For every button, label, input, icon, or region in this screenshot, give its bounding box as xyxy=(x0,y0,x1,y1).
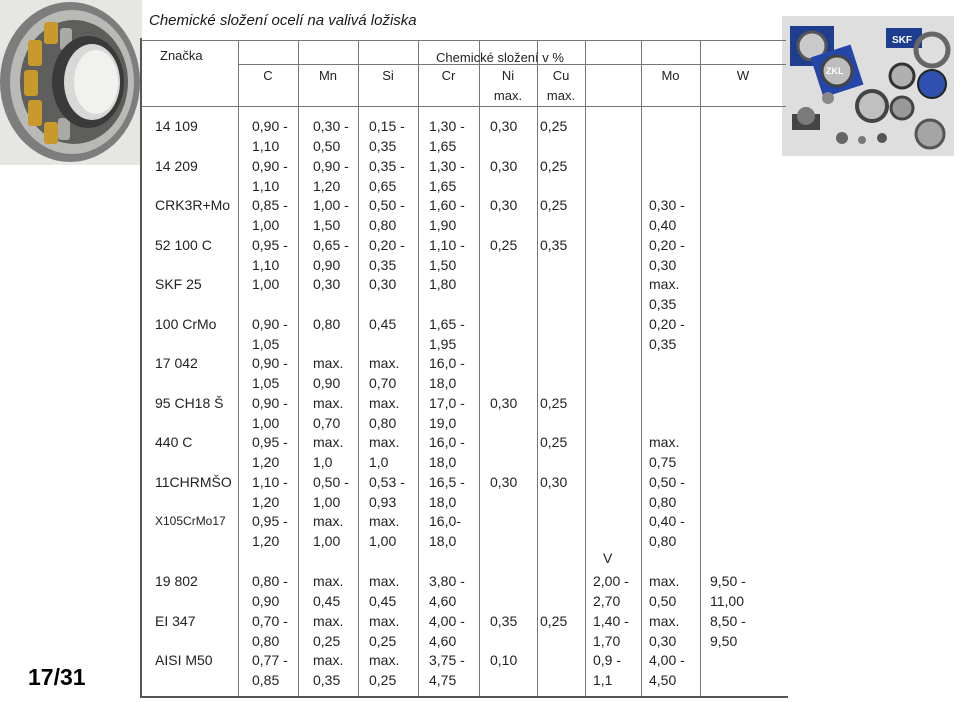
cell-mn: max. xyxy=(313,434,344,450)
cell-c: 1,00 xyxy=(252,415,280,431)
cell-ni: 0,10 xyxy=(490,652,518,668)
cell-mo: 0,40 xyxy=(649,217,677,233)
cell-mn: 0,70 xyxy=(313,415,341,431)
cell-mn: 1,00 xyxy=(313,494,341,510)
cell-cu: 0,35 xyxy=(540,237,568,253)
cell-ni: 0,30 xyxy=(490,158,518,174)
vanadium-column-label: V xyxy=(603,550,613,566)
cell-mn: max. xyxy=(313,513,344,529)
cell-mn: 1,50 xyxy=(313,217,341,233)
cell-cr: 18,0 xyxy=(429,494,457,510)
cell-cu: 0,25 xyxy=(540,118,568,134)
cell-mo: 0,50 - xyxy=(649,474,685,490)
cell-cr: 16,0 - xyxy=(429,355,465,371)
cell-v: 0,9 - xyxy=(593,652,622,668)
cell-mo: max. xyxy=(649,434,680,450)
cell-cr: 1,95 xyxy=(429,336,457,352)
cell-cr: 4,60 xyxy=(429,593,457,609)
cell-si: 0,93 xyxy=(369,494,397,510)
cell-si: 0,45 xyxy=(369,593,397,609)
page-title: Chemické složení ocelí na valivá ložiska xyxy=(149,12,417,29)
cell-cr: 19,0 xyxy=(429,415,457,431)
cell-mn: 0,90 xyxy=(313,375,341,391)
cell-mo: 4,00 - xyxy=(649,652,685,668)
cell-mn: 0,90 xyxy=(313,257,341,273)
cell-cu: 0,25 xyxy=(540,613,568,629)
cell-ni: 0,30 xyxy=(490,197,518,213)
table-column-divider xyxy=(700,40,701,696)
row-designation: 14 109 xyxy=(155,118,198,134)
row-designation: CRK3R+Mo xyxy=(155,197,231,213)
cell-mn: 0,90 - xyxy=(313,158,349,174)
header-ni-max: max. xyxy=(493,88,523,103)
cell-mo: 4,50 xyxy=(649,672,677,688)
cell-c: 0,95 - xyxy=(252,237,288,253)
cell-mn: 0,35 xyxy=(313,672,341,688)
cell-mo: 0,20 - xyxy=(649,316,685,332)
cell-si: max. xyxy=(369,613,400,629)
cell-mn: 0,30 - xyxy=(313,118,349,134)
cell-mn: max. xyxy=(313,652,344,668)
cell-v: 1,70 xyxy=(593,633,621,649)
cell-mn: max. xyxy=(313,573,344,589)
cell-v: 2,70 xyxy=(593,593,621,609)
cell-ni: 0,30 xyxy=(490,474,518,490)
cell-ni: 0,35 xyxy=(490,613,518,629)
cell-cr: 1,60 - xyxy=(429,197,465,213)
cell-mo: max. xyxy=(649,276,680,292)
cell-mo: 0,50 xyxy=(649,593,677,609)
cell-cr: 1,65 xyxy=(429,178,457,194)
cell-c: 0,90 xyxy=(252,593,280,609)
cell-c: 1,05 xyxy=(252,375,280,391)
cell-cu: 0,30 xyxy=(540,474,568,490)
header-col-mo: Mo xyxy=(661,68,680,83)
cell-c: 0,90 - xyxy=(252,395,288,411)
cell-cr: 4,75 xyxy=(429,672,457,688)
table-column-divider xyxy=(479,40,480,696)
cell-si: max. xyxy=(369,652,400,668)
cell-ni: 0,30 xyxy=(490,395,518,411)
cell-si: 1,00 xyxy=(369,533,397,549)
cell-mn: max. xyxy=(313,395,344,411)
cell-c: 1,00 xyxy=(252,276,280,292)
cell-cr: 1,80 xyxy=(429,276,457,292)
cell-mo: 0,30 - xyxy=(649,197,685,213)
bearings-collage-photo xyxy=(782,16,954,156)
cell-ni: 0,25 xyxy=(490,237,518,253)
row-designation: X105CrMo17 xyxy=(155,514,226,528)
cell-mo: 0,35 xyxy=(649,296,677,312)
cell-cr: 4,00 - xyxy=(429,613,465,629)
table-column-divider xyxy=(358,40,359,696)
cell-mo: 0,80 xyxy=(649,494,677,510)
cell-si: max. xyxy=(369,513,400,529)
cell-si: 0,25 xyxy=(369,633,397,649)
cell-cr: 16,5 - xyxy=(429,474,465,490)
cell-mn: 1,20 xyxy=(313,178,341,194)
row-designation: EI 347 xyxy=(155,613,196,629)
row-designation: SKF 25 xyxy=(155,276,202,292)
cell-c: 0,80 xyxy=(252,633,280,649)
cell-si: max. xyxy=(369,573,400,589)
header-col-si: Si xyxy=(382,68,394,83)
cell-si: 0,50 - xyxy=(369,197,405,213)
header-col-cr: Cr xyxy=(441,68,456,83)
cell-si: 0,53 - xyxy=(369,474,405,490)
cell-si: 0,80 xyxy=(369,415,397,431)
cell-ni: 0,30 xyxy=(490,118,518,134)
cell-cr: 1,30 - xyxy=(429,118,465,134)
cell-cr: 17,0 - xyxy=(429,395,465,411)
cell-cu: 0,25 xyxy=(540,395,568,411)
cell-cr: 18,0 xyxy=(429,375,457,391)
cell-cr: 1,10 - xyxy=(429,237,465,253)
cell-c: 0,70 - xyxy=(252,613,288,629)
cell-c: 0,90 - xyxy=(252,355,288,371)
header-bottom-rule xyxy=(141,106,786,107)
cell-c: 0,85 - xyxy=(252,197,288,213)
cell-mn: max. xyxy=(313,355,344,371)
cell-cu: 0,25 xyxy=(540,158,568,174)
cell-cr: 16,0- xyxy=(429,513,461,529)
header-col-ni: Ni xyxy=(501,68,515,83)
cell-mn: 0,65 - xyxy=(313,237,349,253)
cell-c: 1,20 xyxy=(252,494,280,510)
cell-cr: 18,0 xyxy=(429,533,457,549)
roller-bearing-image xyxy=(0,0,142,165)
cell-mo: max. xyxy=(649,573,680,589)
row-designation: AISI M50 xyxy=(155,652,213,668)
cell-mn: 1,00 - xyxy=(313,197,349,213)
cell-cr: 3,75 - xyxy=(429,652,465,668)
cell-cu: 0,25 xyxy=(540,434,568,450)
table-column-divider xyxy=(537,40,538,696)
page-number: 17/31 xyxy=(28,664,86,690)
cell-mo: 0,40 - xyxy=(649,513,685,529)
row-designation: 440 C xyxy=(155,434,193,450)
cell-si: 1,0 xyxy=(369,454,389,470)
skf-logo: SKF xyxy=(892,35,912,46)
table-column-divider xyxy=(585,40,586,696)
cell-si: 0,45 xyxy=(369,316,397,332)
cell-cr: 1,65 - xyxy=(429,316,465,332)
cell-c: 1,20 xyxy=(252,533,280,549)
cell-cr: 16,0 - xyxy=(429,434,465,450)
row-designation: 19 802 xyxy=(155,573,198,589)
cell-mo: 0,80 xyxy=(649,533,677,549)
cell-si: 0,30 xyxy=(369,276,397,292)
cell-mn: 0,50 xyxy=(313,138,341,154)
header-col-c: C xyxy=(263,68,273,83)
row-designation: 11CHRMŠO xyxy=(155,474,232,490)
row-designation: 95 CH18 Š xyxy=(155,395,224,411)
header-col-cu: Cu xyxy=(552,68,570,83)
table-column-divider xyxy=(641,40,642,696)
cell-si: max. xyxy=(369,434,400,450)
cell-mn: 1,00 xyxy=(313,533,341,549)
header-cu-max: max. xyxy=(546,88,576,103)
cell-mn: 0,25 xyxy=(313,633,341,649)
cell-si: 0,35 xyxy=(369,257,397,273)
cell-c: 1,00 xyxy=(252,217,280,233)
cell-cr: 1,30 - xyxy=(429,158,465,174)
table-column-divider xyxy=(238,40,239,696)
cell-w: 8,50 - xyxy=(710,613,746,629)
cell-mn: 0,45 xyxy=(313,593,341,609)
cell-cr: 1,50 xyxy=(429,257,457,273)
cell-c: 0,90 - xyxy=(252,118,288,134)
cell-si: max. xyxy=(369,395,400,411)
cell-si: 0,70 xyxy=(369,375,397,391)
cell-v: 1,40 - xyxy=(593,613,629,629)
table-column-divider xyxy=(298,40,299,696)
cell-c: 0,95 - xyxy=(252,434,288,450)
cell-mo: 0,75 xyxy=(649,454,677,470)
cell-mo: 0,35 xyxy=(649,336,677,352)
cell-c: 1,10 xyxy=(252,138,280,154)
cell-si: 0,20 - xyxy=(369,237,405,253)
cell-mo: 0,30 xyxy=(649,257,677,273)
cell-c: 1,20 xyxy=(252,454,280,470)
cell-c: 0,85 xyxy=(252,672,280,688)
zkl-logo: ZKL xyxy=(826,66,844,76)
row-designation: 14 209 xyxy=(155,158,198,174)
header-col-w: W xyxy=(736,68,750,83)
table-column-divider xyxy=(418,40,419,696)
cell-w: 9,50 - xyxy=(710,573,746,589)
cell-c: 0,80 - xyxy=(252,573,288,589)
cell-c: 1,10 - xyxy=(252,474,288,490)
cell-mn: 0,80 xyxy=(313,316,341,332)
cell-c: 1,10 xyxy=(252,178,280,194)
cell-mn: 0,50 - xyxy=(313,474,349,490)
cell-mn: max. xyxy=(313,613,344,629)
cell-mo: max. xyxy=(649,613,680,629)
cell-si: 0,15 - xyxy=(369,118,405,134)
header-col-mn: Mn xyxy=(318,68,338,83)
cell-mn: 1,0 xyxy=(313,454,333,470)
cell-si: 0,80 xyxy=(369,217,397,233)
cell-c: 1,05 xyxy=(252,336,280,352)
bearings-collage-image xyxy=(782,16,954,156)
cell-c: 0,77 - xyxy=(252,652,288,668)
cell-cr: 18,0 xyxy=(429,454,457,470)
cell-si: max. xyxy=(369,355,400,371)
cell-cr: 4,60 xyxy=(429,633,457,649)
cell-w: 9,50 xyxy=(710,633,738,649)
cell-c: 0,90 - xyxy=(252,158,288,174)
table-top-rule xyxy=(141,40,786,41)
cell-c: 0,90 - xyxy=(252,316,288,332)
cell-mo: 0,30 xyxy=(649,633,677,649)
cell-si: 0,35 - xyxy=(369,158,405,174)
cell-cu: 0,25 xyxy=(540,197,568,213)
cell-cr: 3,80 - xyxy=(429,573,465,589)
cell-w: 11,00 xyxy=(710,593,744,609)
cell-v: 2,00 - xyxy=(593,573,629,589)
header-chemical-composition: Chemické složení v % xyxy=(436,50,564,65)
cell-v: 1,1 xyxy=(593,672,613,688)
row-designation: 52 100 C xyxy=(155,237,212,253)
cell-cr: 1,90 xyxy=(429,217,457,233)
cell-si: 0,65 xyxy=(369,178,397,194)
row-designation: 100 CrMo xyxy=(155,316,217,332)
header-znacka: Značka xyxy=(160,48,203,63)
cell-mn: 0,30 xyxy=(313,276,341,292)
bearing-photo-left xyxy=(0,0,142,165)
cell-c: 0,95 - xyxy=(252,513,288,529)
cell-cr: 1,65 xyxy=(429,138,457,154)
cell-mo: 0,20 - xyxy=(649,237,685,253)
cell-si: 0,25 xyxy=(369,672,397,688)
row-designation: 17 042 xyxy=(155,355,198,371)
cell-si: 0,35 xyxy=(369,138,397,154)
cell-c: 1,10 xyxy=(252,257,280,273)
